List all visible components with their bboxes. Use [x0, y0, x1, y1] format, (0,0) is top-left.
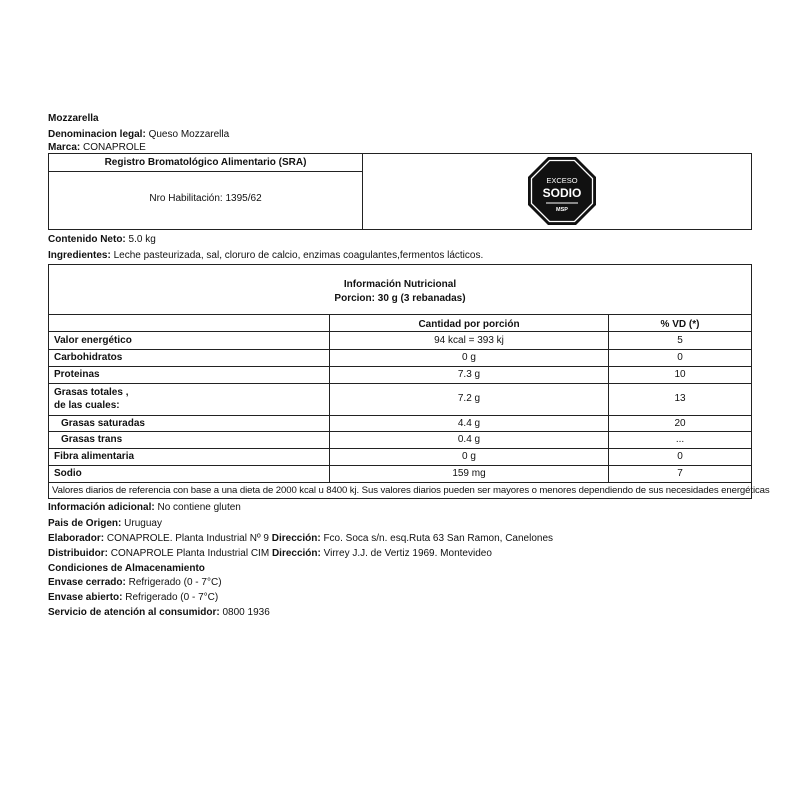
servicio-label: Servicio de atención al consumidor: — [48, 607, 220, 618]
denominacion-line — [48, 129, 229, 141]
seal-line2: SODIO — [542, 186, 582, 200]
marca-value: CONAPROLE — [83, 142, 146, 153]
row-qty: 7.2 g — [457, 393, 481, 404]
ingredientes-line — [48, 250, 483, 262]
row-qty: 0.4 g — [457, 434, 481, 445]
row-label: Proteinas — [54, 369, 100, 380]
origen-label: Pais de Origen: — [48, 518, 122, 529]
denominacion-value: Queso Mozzarella — [148, 129, 230, 140]
cerrado-value: Refrigerado (0 - 7°C) — [128, 577, 222, 588]
contenido-value: 5.0 kg — [128, 234, 156, 245]
registro-table — [48, 153, 752, 230]
seal-line1: EXCESO — [546, 176, 578, 185]
adicional-value: No contiene gluten — [157, 502, 241, 513]
row-qty: 7.3 g — [457, 369, 481, 380]
servicio-value: 0800 1936 — [222, 607, 270, 618]
nutrition-footnote: Valores diarios de referencia con base a una dieta de 2000 kcal u 8400 kj. Sus valores diarios pueden ser mayores o menores dependiendo de sus necesidades energéticas — [52, 485, 770, 496]
elaborador-label: Elaborador: — [48, 533, 105, 544]
condiciones-label: Condiciones de Almacenamiento — [48, 563, 205, 574]
marca-label: Marca: — [48, 142, 81, 153]
seal-line3: MSP — [556, 207, 568, 213]
origen-line — [48, 518, 162, 530]
col-vd-header: % VD (*) — [660, 319, 700, 330]
row-qty: 94 kcal = 393 kj — [434, 335, 504, 346]
adicional-label: Información adicional: — [48, 502, 155, 513]
ingredientes-value: Leche pasteurizada, sal, cloruro de calcio, enzimas coagulantes,fermentos lácticos. — [113, 250, 484, 261]
elaborador-dir-value: Fco. Soca s/n. esq.Ruta 63 San Ramon, Canelones — [323, 533, 554, 544]
denominacion-label: Denominacion legal: — [48, 129, 146, 140]
row-label: Valor energético — [54, 335, 132, 346]
servicio-line — [48, 607, 270, 619]
row-qty: 0 g — [462, 451, 476, 462]
cerrado-line — [48, 577, 222, 589]
row-qty: 4.4 g — [457, 418, 481, 429]
elaborador-dir-label: Dirección: — [271, 533, 321, 544]
distribuidor-label: Distribuidor: — [48, 548, 108, 559]
registro-title: Registro Bromatológico Alimentario (SRA) — [104, 157, 307, 168]
exceso-sodio-seal — [526, 155, 598, 227]
abierto-label: Envase abierto: — [48, 592, 123, 603]
nutrition-title: Información Nutricional — [343, 279, 457, 290]
distribuidor-dir-value: Virrey J.J. de Vertiz 1969. Montevideo — [323, 548, 492, 559]
row-label: Grasas trans — [61, 434, 123, 445]
product-name: Mozzarella — [48, 113, 99, 124]
row-vd: 13 — [674, 393, 686, 404]
ingredientes-label: Ingredientes: — [48, 250, 111, 261]
col-quantity-header: Cantidad por porción — [418, 319, 520, 330]
contenido-line — [48, 234, 156, 246]
origen-value: Uruguay — [124, 518, 162, 529]
row-label: Grasas totales , — [54, 387, 129, 398]
row-vd: 5 — [677, 335, 683, 346]
row-vd: 0 — [677, 451, 683, 462]
registro-habilitacion: Nro Habilitación: 1395/62 — [149, 193, 262, 204]
row-vd: 0 — [677, 352, 683, 363]
row-vd: 20 — [674, 418, 686, 429]
elaborador-line — [48, 533, 553, 545]
row-label: Fibra alimentaria — [54, 451, 135, 462]
row-vd: 10 — [674, 369, 686, 380]
cerrado-label: Envase cerrado: — [48, 577, 126, 588]
distribuidor-line — [48, 548, 492, 560]
contenido-label: Contenido Neto: — [48, 234, 126, 245]
nutrition-portion: Porcion: 30 g (3 rebanadas) — [334, 293, 466, 304]
abierto-value: Refrigerado (0 - 7°C) — [125, 592, 219, 603]
row-label: Grasas saturadas — [61, 418, 145, 429]
elaborador-value: CONAPROLE. Planta Industrial Nº 9 — [106, 533, 269, 544]
abierto-line — [48, 592, 218, 604]
row-qty: 0 g — [462, 352, 476, 363]
row-label-sub: de las cuales: — [54, 400, 120, 411]
distribuidor-dir-label: Dirección: — [271, 548, 321, 559]
row-qty: 159 mg — [452, 468, 486, 479]
distribuidor-value: CONAPROLE Planta Industrial CIM — [110, 548, 270, 559]
adicional-line — [48, 502, 241, 514]
nutrition-table — [48, 264, 770, 499]
row-vd: ... — [675, 434, 685, 445]
row-label: Carbohidratos — [54, 352, 123, 363]
row-label: Sodio — [54, 468, 82, 479]
row-vd: 7 — [677, 468, 683, 479]
